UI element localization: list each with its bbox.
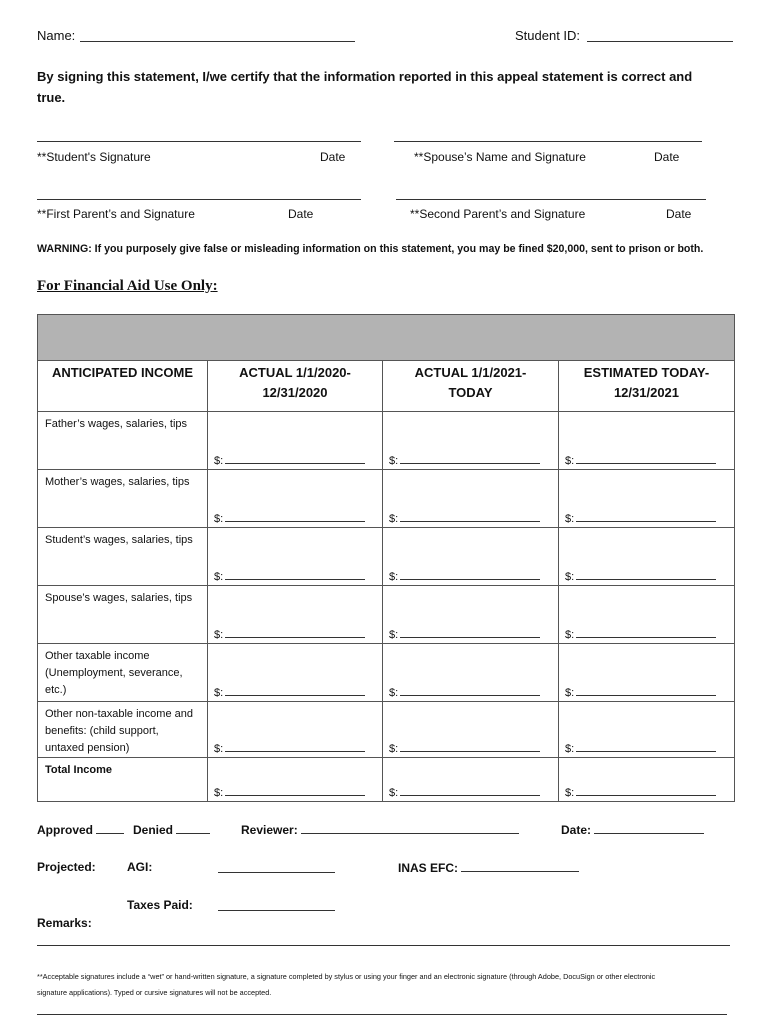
first-parent-date-label: Date — [288, 207, 314, 221]
name-field[interactable] — [80, 41, 355, 42]
table-column-headers — [38, 361, 735, 412]
agi-label: AGI: — [127, 860, 153, 874]
amount-cell[interactable] — [559, 702, 735, 758]
amount-blank[interactable] — [225, 785, 365, 796]
income-table — [37, 314, 735, 802]
dollar-label: $: — [214, 571, 224, 583]
amount-cell[interactable] — [559, 470, 735, 528]
amount-cell[interactable] — [559, 644, 735, 702]
certify-text-line2: true. — [37, 90, 66, 105]
row-label: Mother’s wages, salaries, tips — [38, 470, 208, 528]
denied-label: Denied — [133, 823, 174, 837]
amount-field[interactable] — [389, 685, 540, 699]
table-row — [38, 470, 735, 528]
row-label: Other taxable income (Unemployment, severance, etc.) — [38, 644, 208, 702]
amount-field[interactable] — [565, 627, 716, 641]
inas-efc-field[interactable] — [398, 860, 579, 875]
amount-field[interactable] — [389, 741, 540, 755]
spouse-signature-label: **Spouse’s Name and Signature — [414, 150, 586, 164]
col-header-anticipated: ANTICIPATED INCOME — [38, 361, 208, 412]
amount-field[interactable] — [565, 685, 716, 699]
amount-cell[interactable] — [208, 644, 383, 702]
amount-blank[interactable] — [576, 569, 716, 580]
col-header-actual-2020: ACTUAL 1/1/2020- 12/31/2020 — [208, 361, 383, 412]
dollar-label: $: — [389, 513, 399, 525]
amount-field[interactable] — [565, 741, 716, 755]
amount-field[interactable] — [214, 627, 365, 641]
dollar-label: $: — [389, 571, 399, 583]
dollar-label: $: — [389, 743, 399, 755]
approved-label: Approved — [37, 823, 94, 837]
amount-cell[interactable] — [383, 528, 559, 586]
second-parent-signature-label: **Second Parent’s and Signature — [410, 207, 586, 221]
dollar-label: $: — [214, 687, 224, 699]
amount-blank[interactable] — [576, 453, 716, 464]
inas-efc-blank[interactable] — [461, 860, 579, 872]
amount-field[interactable] — [389, 627, 540, 641]
dollar-label: $: — [565, 455, 575, 467]
office-use-heading-colon: : — [212, 278, 218, 294]
shaded-cell — [38, 315, 735, 361]
first-parent-signature-label: **First Parent’s and Signature — [37, 207, 195, 221]
amount-cell[interactable] — [383, 644, 559, 702]
student-signature-line[interactable] — [37, 141, 361, 142]
remarks-line[interactable] — [37, 945, 730, 946]
amount-cell[interactable] — [559, 586, 735, 644]
amount-blank[interactable] — [225, 569, 365, 580]
amount-blank[interactable] — [400, 627, 540, 638]
amount-field[interactable] — [565, 569, 716, 583]
amount-cell[interactable] — [208, 412, 383, 470]
projected-label: Projected: — [37, 860, 96, 874]
amount-blank[interactable] — [400, 741, 540, 752]
row-label: Spouse’s wages, salaries, tips — [38, 586, 208, 644]
amount-blank[interactable] — [225, 453, 365, 464]
amount-blank[interactable] — [576, 627, 716, 638]
amount-blank[interactable] — [400, 569, 540, 580]
dollar-label: $: — [565, 513, 575, 525]
reviewer-blank[interactable] — [301, 822, 519, 834]
amount-field[interactable] — [565, 453, 716, 467]
amount-blank[interactable] — [225, 511, 365, 522]
amount-blank[interactable] — [576, 785, 716, 796]
spouse-signature-line[interactable] — [394, 141, 702, 142]
second-parent-date-label: Date — [666, 207, 692, 221]
denied-blank[interactable] — [176, 822, 210, 834]
name-label: Name: — [37, 28, 76, 43]
bottom-line — [37, 1014, 727, 1015]
amount-field[interactable] — [389, 453, 540, 467]
amount-blank[interactable] — [400, 785, 540, 796]
row-label: Total Income — [38, 758, 208, 802]
amount-field[interactable] — [389, 785, 540, 799]
footnote-line1: **Acceptable signatures include a “wet” or hand-written signature, a signature completed by stylus or using your finger and an electronic signature (through Adobe, DocuSign or other electronic — [37, 972, 656, 981]
taxes-paid-blank[interactable] — [218, 910, 335, 911]
second-parent-signature-line[interactable] — [396, 199, 706, 200]
amount-field[interactable] — [565, 511, 716, 525]
col-header-estimated: ESTIMATED TODAY- 12/31/2021 — [559, 361, 735, 412]
table-row — [38, 702, 735, 758]
dollar-label: $: — [214, 743, 224, 755]
amount-cell[interactable] — [383, 412, 559, 470]
dollar-label: $: — [389, 629, 399, 641]
agi-blank[interactable] — [218, 872, 335, 873]
dollar-label: $: — [214, 787, 224, 799]
dollar-label: $: — [565, 629, 575, 641]
amount-field[interactable] — [214, 741, 365, 755]
first-parent-signature-line[interactable] — [37, 199, 361, 200]
table-row — [38, 586, 735, 644]
table-shaded-header — [38, 315, 735, 361]
dollar-label: $: — [565, 743, 575, 755]
amount-blank[interactable] — [225, 627, 365, 638]
student-id-label: Student ID: — [515, 28, 581, 43]
amount-cell[interactable] — [383, 702, 559, 758]
amount-blank[interactable] — [576, 511, 716, 522]
table-row — [38, 528, 735, 586]
amount-field[interactable] — [389, 569, 540, 583]
amount-field[interactable] — [389, 511, 540, 525]
amount-cell[interactable] — [383, 470, 559, 528]
amount-blank[interactable] — [225, 741, 365, 752]
student-id-field[interactable] — [587, 41, 733, 42]
row-label: Other non-taxable income and benefits: (child support, untaxed pension) — [38, 702, 208, 758]
amount-cell[interactable] — [383, 758, 559, 802]
footnote-line2: signature applications). Typed or cursive signatures will not be accepted. — [37, 988, 272, 997]
reviewer-field[interactable] — [241, 822, 519, 837]
dollar-label: $: — [214, 455, 224, 467]
dollar-label: $: — [214, 629, 224, 641]
row-label: Student’s wages, salaries, tips — [38, 528, 208, 586]
dollar-label: $: — [565, 687, 575, 699]
row-label: Father’s wages, salaries, tips — [38, 412, 208, 470]
spouse-date-label: Date — [654, 150, 680, 164]
office-use-heading — [37, 278, 218, 295]
review-date-label: Date: — [561, 823, 592, 837]
amount-blank[interactable] — [225, 685, 365, 696]
student-signature-label: **Student's Signature — [37, 150, 151, 164]
dollar-label: $: — [389, 787, 399, 799]
dollar-label: $: — [389, 687, 399, 699]
amount-cell[interactable] — [208, 702, 383, 758]
amount-cell[interactable] — [559, 758, 735, 802]
amount-blank[interactable] — [576, 741, 716, 752]
office-use-heading-text: For Financial Aid Use Only — [37, 278, 213, 294]
amount-field[interactable] — [214, 785, 365, 799]
amount-blank[interactable] — [400, 453, 540, 464]
amount-blank[interactable] — [400, 685, 540, 696]
amount-cell[interactable] — [559, 412, 735, 470]
amount-cell[interactable] — [208, 586, 383, 644]
amount-field[interactable] — [214, 453, 365, 467]
taxes-paid-label: Taxes Paid: — [127, 898, 193, 912]
approved-field[interactable] — [37, 822, 124, 837]
review-date-blank[interactable] — [594, 822, 704, 834]
amount-cell[interactable] — [208, 758, 383, 802]
dollar-label: $: — [565, 787, 575, 799]
amount-cell[interactable] — [559, 528, 735, 586]
table-row — [38, 412, 735, 470]
amount-cell[interactable] — [383, 586, 559, 644]
amount-cell[interactable] — [208, 528, 383, 586]
amount-field[interactable] — [214, 685, 365, 699]
amount-cell[interactable] — [208, 470, 383, 528]
certify-text-line1: By signing this statement, I/we certify that the information reported in this appeal statement is correct and — [37, 69, 693, 84]
table-row — [38, 644, 735, 702]
dollar-label: $: — [214, 513, 224, 525]
remarks-label: Remarks: — [37, 916, 92, 930]
review-date-field[interactable] — [561, 822, 704, 837]
amount-field[interactable] — [214, 569, 365, 583]
warning-text: WARNING: If you purposely give false or misleading information on this statement, you may be fined $20,000, sent to prison or both. — [37, 243, 704, 255]
dollar-label: $: — [565, 571, 575, 583]
inas-efc-label: INAS EFC: — [398, 861, 458, 875]
student-date-label: Date — [320, 150, 346, 164]
approved-blank[interactable] — [96, 822, 124, 834]
amount-blank[interactable] — [400, 511, 540, 522]
denied-field[interactable] — [133, 822, 210, 837]
amount-blank[interactable] — [576, 685, 716, 696]
amount-field[interactable] — [214, 511, 365, 525]
dollar-label: $: — [389, 455, 399, 467]
table-row — [38, 758, 735, 802]
col-header-actual-2021: ACTUAL 1/1/2021- TODAY — [383, 361, 559, 412]
amount-field[interactable] — [565, 785, 716, 799]
reviewer-label: Reviewer: — [241, 823, 298, 837]
